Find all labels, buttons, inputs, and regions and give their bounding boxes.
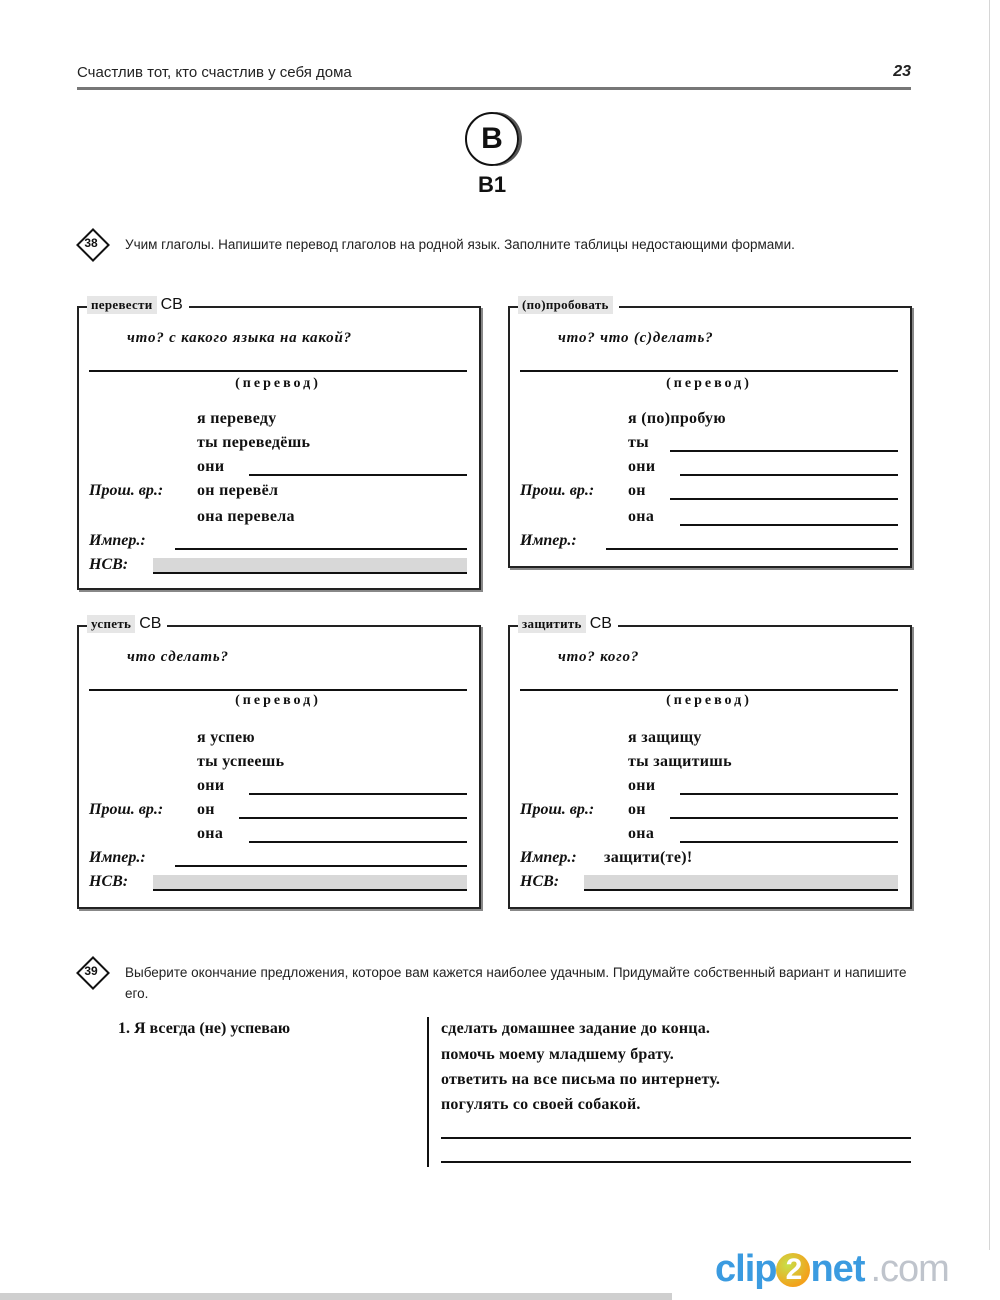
- form-ty: ты защитишь: [628, 753, 732, 770]
- past-tense-label: Прош. вр.:: [89, 801, 164, 818]
- option-2[interactable]: помочь моему младшему брату.: [441, 1046, 674, 1063]
- task-39-instruction: Выберите окончание предложения, которое вам кажется наиболее удачным. Придумайте собственный вариант и напишите его.: [125, 965, 907, 1001]
- watermark-net: net: [810, 1248, 865, 1290]
- form-ya: я (по)пробую: [628, 410, 726, 427]
- verb-infinitive: (по)пробовать: [518, 296, 613, 314]
- options-divider: [427, 1017, 429, 1167]
- task-38-diamond-icon: [76, 228, 106, 258]
- level-circle-badge: [465, 112, 519, 166]
- form-imperative: защити(те)!: [604, 849, 693, 866]
- form-on: он: [197, 801, 215, 818]
- form-on: он: [628, 801, 646, 818]
- running-header: [77, 62, 911, 84]
- form-on: он: [628, 482, 646, 499]
- oni-blank[interactable]: [680, 793, 898, 795]
- past-tense-label: Прош. вр.:: [520, 482, 595, 499]
- verb-card-zashchitit: [508, 615, 912, 909]
- task-38-instruction: Учим глаголы. Напишите перевод глаголов на родной язык. Заполните таблицы недостающими формами.: [125, 237, 795, 252]
- verb-card-perevesti: [77, 296, 481, 590]
- imperfective-shade: [584, 875, 898, 889]
- verb-aspect: СВ: [139, 615, 162, 632]
- form-ya: я переведу: [197, 410, 277, 427]
- translation-label: (перевод): [666, 376, 752, 391]
- oni-blank[interactable]: [249, 793, 467, 795]
- imperfective-label: НСВ:: [520, 873, 560, 890]
- verb-card-uspet: [77, 615, 481, 909]
- verb-tag: [87, 615, 167, 633]
- past-tense-label: Прош. вр.:: [89, 482, 164, 499]
- header-rule: [77, 87, 911, 90]
- verb-card-poprobovat: [508, 297, 912, 568]
- form-ona: она перевела: [197, 508, 295, 525]
- form-oni: они: [197, 458, 225, 475]
- form-ona: она: [628, 825, 655, 842]
- verb-infinitive: перевести: [87, 296, 157, 314]
- task-38-number: 38: [84, 236, 98, 250]
- option-3[interactable]: ответить на все письма по интернету.: [441, 1071, 721, 1088]
- verb-infinitive: успеть: [87, 615, 135, 633]
- own-answer-line-2[interactable]: [441, 1161, 911, 1163]
- translation-label: (перевод): [666, 693, 752, 708]
- form-ty: ты переведёшь: [197, 434, 311, 451]
- imperfective-shade: [153, 558, 467, 572]
- form-ya: я защищу: [628, 729, 702, 746]
- imperative-label: Импер.:: [520, 532, 577, 549]
- task-39-diamond-icon: [76, 956, 106, 986]
- imperfective-blank[interactable]: [584, 889, 898, 891]
- verb-tag: [87, 296, 189, 314]
- own-answer-line-1[interactable]: [441, 1137, 911, 1139]
- form-ona: она: [628, 508, 655, 525]
- page-number: 23: [893, 63, 911, 80]
- imperative-label: Импер.:: [89, 532, 146, 549]
- verb-government: что? что (с)делать?: [558, 330, 714, 346]
- ty-blank[interactable]: [670, 450, 898, 452]
- page-right-edge: [989, 0, 990, 1250]
- translation-label: (перевод): [235, 376, 321, 391]
- watermark-2-badge-icon: 2: [776, 1253, 810, 1287]
- translation-blank[interactable]: [89, 370, 467, 372]
- form-oni: они: [628, 777, 656, 794]
- ona-blank[interactable]: [249, 841, 467, 843]
- on-blank[interactable]: [670, 817, 898, 819]
- form-on: он перевёл: [197, 482, 279, 499]
- imperative-blank[interactable]: [606, 548, 898, 550]
- form-ona: она: [197, 825, 224, 842]
- level-letter: B: [481, 122, 503, 155]
- imperfective-blank[interactable]: [153, 889, 467, 891]
- verb-infinitive: защитить: [518, 615, 586, 633]
- verb-government: что? с какого языка на какой?: [127, 330, 352, 346]
- translation-blank[interactable]: [520, 689, 898, 691]
- oni-blank[interactable]: [680, 474, 898, 476]
- option-1[interactable]: сделать домашнее задание до конца.: [441, 1020, 711, 1037]
- verb-government: что сделать?: [127, 649, 229, 665]
- form-oni: они: [197, 777, 225, 794]
- option-4[interactable]: погулять со своей собакой.: [441, 1096, 641, 1113]
- verb-government: что? кого?: [558, 649, 640, 665]
- form-ty: ты: [628, 434, 649, 451]
- imperfective-label: НСВ:: [89, 556, 129, 573]
- verb-aspect: СВ: [160, 296, 183, 313]
- running-title: Счастлив тот, кто счастлив у себя дома: [77, 64, 352, 81]
- form-ty: ты успеешь: [197, 753, 285, 770]
- translation-label: (перевод): [235, 693, 321, 708]
- imperative-label: Импер.:: [520, 849, 577, 866]
- form-oni: они: [628, 458, 656, 475]
- imperfective-label: НСВ:: [89, 873, 129, 890]
- on-blank[interactable]: [239, 817, 467, 819]
- on-blank[interactable]: [670, 498, 898, 500]
- watermark-domain: .com: [870, 1248, 949, 1290]
- translation-blank[interactable]: [89, 689, 467, 691]
- imperative-blank[interactable]: [175, 548, 467, 550]
- ona-blank[interactable]: [680, 841, 898, 843]
- verb-tag: [518, 296, 619, 314]
- imperative-blank[interactable]: [175, 865, 467, 867]
- imperative-label: Импер.:: [89, 849, 146, 866]
- form-ya: я успею: [197, 729, 255, 746]
- horizontal-scrollbar[interactable]: [0, 1293, 672, 1300]
- level-label: B1: [477, 172, 507, 197]
- clip2net-watermark-logo: [715, 1248, 949, 1291]
- imperfective-shade: [153, 875, 467, 889]
- imperfective-blank[interactable]: [153, 572, 467, 574]
- past-tense-label: Прош. вр.:: [520, 801, 595, 818]
- watermark-clip: clip: [715, 1248, 777, 1290]
- verb-tag: [518, 615, 618, 633]
- verb-aspect: СВ: [589, 615, 612, 632]
- sentence-stem: 1. Я всегда (не) успеваю: [118, 1020, 291, 1037]
- translation-blank[interactable]: [520, 370, 898, 372]
- oni-blank[interactable]: [249, 474, 467, 476]
- ona-blank[interactable]: [680, 524, 898, 526]
- task-39-number: 39: [84, 964, 98, 978]
